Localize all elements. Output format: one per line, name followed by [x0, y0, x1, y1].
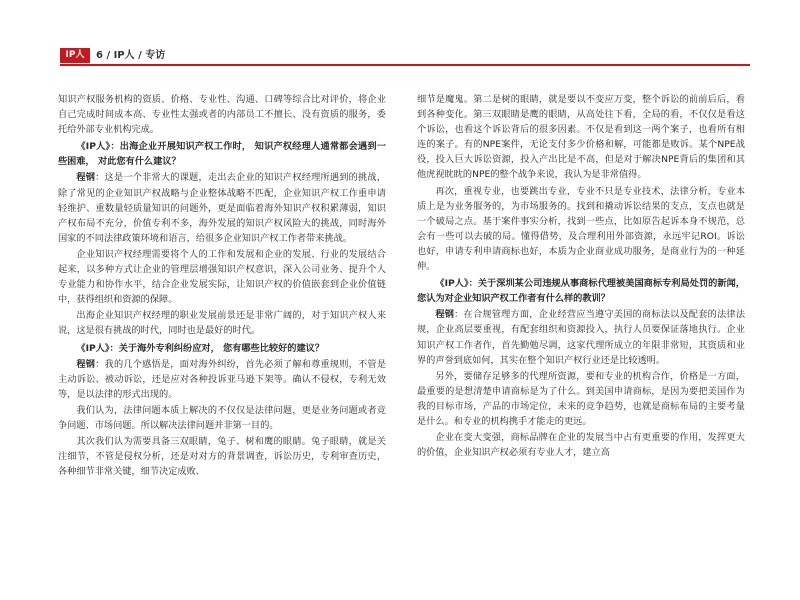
speaker-name: 程钢 [76, 172, 96, 184]
paragraph: 细节是魔鬼。第二是树的眼睛，就是要以不变应万变，整个诉讼的前前后后，看到各种变化。第三双眼睛是鹰的眼睛，从高处往下看，全局的看，不仅仅是看这个诉讼，也看这个诉讼背后的很多因素。不仅是看到这一两个案子，也看所有相连的案子。有的NPE案件，无论支付多少价格和解，可能都是败诉。某个NPE战役，投入巨大诉讼资源，投入产出比是不高，但是对于解决NPE背后的集团和其他虎视眈眈的NPE的整个战争来说，我认为是非常值得。 [417, 94, 745, 181]
left-column [58, 92, 386, 480]
answer-text: ：这是一个非常大的课题，走出去企业的知识产权经理所遇到的挑战，除了常见的企业知识产权战略与企业整体战略不匹配，企业知识产权工作重申请轻维护、重数量轻质量知识的问题外，更是面临着海外知识产权积累薄弱，知识产权布局不充分，价值专利不多，海外发展的知识产权风险大的挑战，同时海外国家的不同法律政策环境和语言，给很多企业知识产权工作者带来挑战。 [58, 172, 387, 244]
paragraph: 企业知识产权经理需要将个人的工作和发展和企业的发展、行业的发展结合起来，以多种方式让企业的管理层增强知识产权意识，深入公司业务、提升个人专业能力和协作水平，结合企业发展实际，让知识产权的价值嵌套到企业价值链中，获得组织和资源的保障。 [58, 248, 386, 306]
paragraph: 企业在变大变强，商标品牌在企业的发展当中占有更重要的作用，发挥更大的价值，企业知识产权必须有专业人才，建立高 [417, 432, 745, 459]
header-rule [60, 64, 750, 66]
right-column [417, 92, 745, 461]
answer-text: ：在合规管理方面，企业经营应当遵守美国的商标法以及配套的法律法规，企业高层要重视，有配套组织和资源投入，执行人员要保证落地执行。企业知识产权工作者作，首先勤勉尽调，这家代理所成立的年限非常短，其资质和业界的声誉到底如何，其实在整个知识产权行业还是比较透明。 [417, 309, 746, 366]
page-header [60, 48, 750, 64]
paragraph: 其次我们认为需要具备三双眼睛，兔子、树和鹰的眼睛。兔子眼睛，就是关注细节，不管是侵权分析，还是对对方的背景调查，诉讼历史，专利审查历史，各种细节非常关键，细节决定成败、 [58, 436, 386, 478]
paragraph: 再次，重视专业，也要跳出专业，专业不只是专业技术，法律分析，专业本质上是为业务服务的，为市场服务的。找到和撬动诉讼结果的支点，支点也就是一个破局之点。基于案件事实分析，找到一些点，比如原告起诉本身不规范，总会有一些可以去破的局。懂得借势，及合理利用外部资源，永远牢记ROI。诉讼也好，申请专利申请商标也好，本质为企业商业成功服务，是商业行为的一种延伸。 [417, 185, 745, 273]
paragraph: 出海企业知识产权经理的职业发展前景还是非常广阔的，对于知识产权人来说，这是很有挑战的时代，同时也是最好的时代。 [58, 310, 386, 337]
answer-text: ：我的几个感悟是，面对海外纠纷，首先必须了解和尊重规则，不管是主动诉讼、被动诉讼，还是应对各种投诉亚马逊下架等。确认不侵权，专利无效等，是以法律的形式出现的。 [58, 358, 387, 400]
interview-answer [58, 357, 386, 402]
speaker-name: 程钢 [435, 309, 455, 321]
paragraph: 知识产权服务机构的资质、价格、专业性、沟通、口碑等综合比对评价，将企业自己完成时间成本高、专业性太强或者的内部员工不擅长、没有资质的服务，委托给外部专业机构完成。 [58, 94, 386, 136]
paragraph: 我们认为，法律问题本质上解决的不仅仅是法律问题，更是业务问题或者竞争问题、市场问题。所以解决法律问题并非第一目的。 [58, 404, 386, 431]
page-section-label: 6 / IP人 / 专访 [96, 50, 166, 61]
speaker-name: 程钢 [76, 358, 96, 370]
interview-answer [58, 170, 386, 245]
interview-question: 《IP人》：关于深圳某公司违规从事商标代理被美国商标专利局处罚的新闻， 您认为对企业知识产权工作者有什么样的教训？ [417, 278, 745, 305]
interview-question: 《IP人》：出海企业开展知识产权工作时， 知识产权经理人通常都会遇到一些困难， 对此您有什么建议？ [58, 141, 386, 168]
magazine-tag: IP人 [60, 48, 90, 63]
interview-question: 《IP人》：关于海外专利纠纷应对， 您有哪些比较好的建议？ [76, 342, 325, 354]
paragraph: 另外，要储存足够多的代理所资源，要和专业的机构合作，价格是一方面，最重要的是想清楚申请商标是为了什么。到美国申请商标，是因为要把美国作为我的目标市场，产品的市场定位，未来的竞争趋势，也就是商标布局的主要考量是什么。和专业的机构携手才能走的更远。 [417, 370, 745, 427]
interview-answer [417, 307, 745, 367]
